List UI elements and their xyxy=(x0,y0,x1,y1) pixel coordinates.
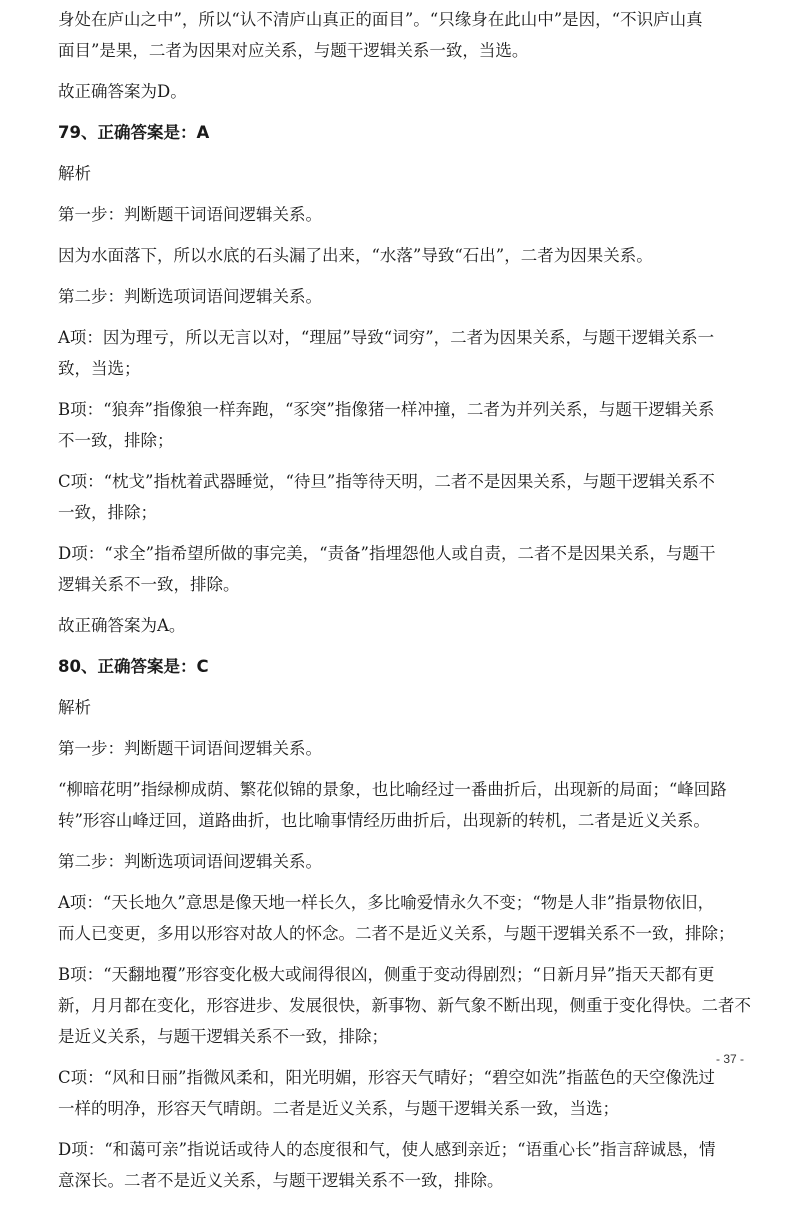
paragraph xyxy=(58,846,748,877)
text-line: B项：“天翻地覆”形容变化极大或闹得很凶，侧重于变动得剧烈；“日新月异”指天天都有更 xyxy=(58,965,715,984)
text-line: 逻辑关系不一致，排除。 xyxy=(58,575,240,594)
paragraph xyxy=(58,692,748,723)
paragraph xyxy=(58,466,748,528)
paragraph xyxy=(58,394,748,456)
text-line: 新，月月都在变化，形容进步、发展很快，新事物、新气象不断出现，侧重于变化得快。二者不 xyxy=(58,996,751,1015)
text-line: 故正确答案为D。 xyxy=(58,82,187,101)
page-number: - 37 - xyxy=(715,1052,744,1066)
text-line: 是近义关系，与题干逻辑关系不一致，排除； xyxy=(58,1027,388,1046)
answer-heading xyxy=(58,651,748,682)
text-line: 面目”是果，二者为因果对应关系，与题干逻辑关系一致，当选。 xyxy=(58,41,529,60)
text-line: 第一步：判断题干词语间逻辑关系。 xyxy=(58,739,322,758)
paragraph xyxy=(58,1134,748,1196)
text-line: 故正确答案为A。 xyxy=(58,616,186,635)
paragraph xyxy=(58,158,748,189)
text-line: 解析 xyxy=(58,698,91,717)
text-line: 意深长。二者不是近义关系，与题干逻辑关系不一致，排除。 xyxy=(58,1171,504,1190)
paragraph xyxy=(58,199,748,230)
text-line: 致，当选； xyxy=(58,359,141,378)
paragraph xyxy=(58,733,748,764)
answer-heading xyxy=(58,117,748,148)
text-line: 79、正确答案是：A xyxy=(58,123,210,142)
paragraph xyxy=(58,76,748,107)
paragraph xyxy=(58,4,748,66)
text-line: 因为水面落下，所以水底的石头漏了出来，“水落”导致“石出”，二者为因果关系。 xyxy=(58,246,653,265)
paragraph xyxy=(58,1062,748,1124)
text-line: C项：“枕戈”指枕着武器睡觉，“待旦”指等待天明，二者不是因果关系，与题干逻辑关系不 xyxy=(58,472,715,491)
text-line: 身处在庐山之中”，所以“认不清庐山真正的面目”。“只缘身在此山中”是因，“不识庐山真 xyxy=(58,10,703,29)
document-body xyxy=(58,4,751,1206)
text-line: “柳暗花明”指绿柳成荫、繁花似锦的景象，也比喻经过一番曲折后，出现新的局面；“峰回路 xyxy=(58,780,727,799)
paragraph xyxy=(58,610,748,641)
text-line: C项：“风和日丽”指微风柔和，阳光明媚，形容天气晴好；“碧空如洗”指蓝色的天空像洗过 xyxy=(58,1068,715,1087)
paragraph xyxy=(58,959,751,1052)
paragraph xyxy=(58,281,748,312)
text-line: D项：“和蔼可亲”指说话或待人的态度很和气，使人感到亲近；“语重心长”指言辞诚恳，情 xyxy=(58,1140,716,1159)
text-line: 不一致，排除； xyxy=(58,431,174,450)
text-line: 第二步：判断选项词语间逻辑关系。 xyxy=(58,852,322,871)
text-line: B项：“狼奔”指像狼一样奔跑，“豕突”指像猪一样冲撞，二者为并列关系，与题干逻辑关系 xyxy=(58,400,715,419)
text-line: 转”形容山峰迂回，道路曲折，也比喻事情经历曲折后，出现新的转机，二者是近义关系。 xyxy=(58,811,710,830)
text-line: 第一步：判断题干词语间逻辑关系。 xyxy=(58,205,322,224)
text-line: A项：“天长地久”意思是像天地一样长久，多比喻爱情永久不变；“物是人非”指景物依旧， xyxy=(58,893,715,912)
text-line: 80、正确答案是：C xyxy=(58,657,209,676)
paragraph xyxy=(58,538,748,600)
text-line: 而人已变更，多用以形容对故人的怀念。二者不是近义关系，与题干逻辑关系不一致，排除； xyxy=(58,924,735,943)
text-line: 一样的明净，形容天气晴朗。二者是近义关系，与题干逻辑关系一致，当选； xyxy=(58,1099,619,1118)
text-line: D项：“求全”指希望所做的事完美，“责备”指埋怨他人或自责，二者不是因果关系，与题干 xyxy=(58,544,716,563)
text-line: 一致，排除； xyxy=(58,503,157,522)
paragraph xyxy=(58,322,748,384)
paragraph xyxy=(58,887,748,949)
text-line: 第二步：判断选项词语间逻辑关系。 xyxy=(58,287,322,306)
paragraph xyxy=(58,240,748,271)
text-line: 解析 xyxy=(58,164,91,183)
paragraph xyxy=(58,774,748,836)
text-line: A项：因为理亏，所以无言以对，“理屈”导致“词穷”，二者为因果关系，与题干逻辑关系一 xyxy=(58,328,715,347)
